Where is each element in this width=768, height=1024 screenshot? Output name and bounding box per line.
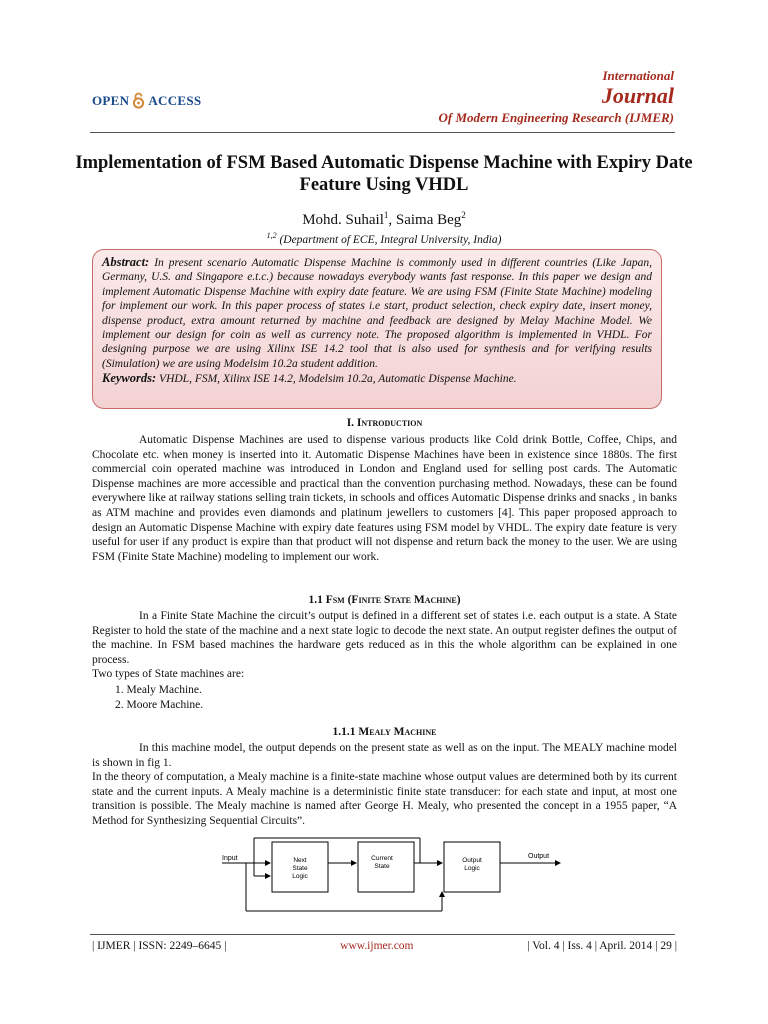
header-rule [90, 132, 675, 133]
keywords-text: VHDL, FSM, Xilinx ISE 14.2, Modelsim 10.2a, Automatic Dispense Machine. [156, 373, 517, 386]
list-item: 1. Mealy Machine. [115, 684, 202, 696]
box1-line-1: Next [293, 857, 307, 864]
fsm-paragraph [92, 609, 677, 682]
fsm-types-intro: Two types of State machines are: [92, 668, 245, 681]
author-2-sup: 2 [461, 210, 466, 220]
fsm-text: In a Finite State Machine the circuit’s output is defined in a different set of states i.e. each output is a state. A State Register to hold the state of the machine and a next state logic to decode the next state. An output register defines the output of the machine. In FSM based machines the hardware gets reduced as in this the whole algorithm can be explained in one process. [92, 610, 677, 666]
open-access-logo [92, 92, 201, 109]
keywords-label: Keywords: [102, 371, 157, 386]
paper-title: Implementation of FSM Based Automatic Dispense Machine with Expiry Date Feature Using VHDL [75, 153, 693, 195]
journal-line-2: Journal [601, 83, 674, 108]
diagram-output-label: Output [528, 853, 550, 860]
mealy-paragraph [92, 741, 677, 829]
intro-paragraph [92, 433, 677, 564]
intro-text: Automatic Dispense Machines are used to dispense various products like Cold drink Bottle, Coffee, Chips, and Chocolate etc. when money is inserted into it. Automatic Dispense Machines have been in existence since 1880s. The first commercial coin operated machine was introduced in London and England used for selling post cards. The Automatic Dispense machines are more accessible and practical than the convention purchasing method. Nowadays, these can be found everywhere like at railway stations selling train tickets, in schools and offices Automatic Dispense drinks and snacks , in banks as ATM machine and provides even diamonds and platinum jewellers to customers [4]. This paper proposed approach to design an Automatic Dispense Machine with expiry date features using FSM model by VHDL. The expiry date feature is very useful for user if any product is expire than that product will not dispense and return back the money to the user. We are using FSM (Finite State Machine) modeling to implement our work. [92, 434, 677, 563]
journal-name [439, 68, 674, 126]
diagram-input-label: Input [222, 855, 238, 862]
abstract-label: Abstract: [102, 255, 150, 269]
journal-line-3: Of Modern Engineering Research (IJMER) [438, 110, 674, 125]
footer-rule [90, 934, 675, 935]
authors [60, 210, 708, 229]
mealy-text-1: In this machine model, the output depends on the present state as well as on the input. The MEALY machine model is shown in fig 1. [92, 742, 677, 769]
mealy-machine-diagram [210, 836, 570, 924]
logo-access-text: ACCESS [148, 92, 202, 108]
author-1: Mohd. Suhail [302, 212, 384, 228]
box1-line-3: Logic [292, 873, 308, 880]
footer-website-link[interactable]: www.ijmer.com [340, 940, 414, 952]
list-item: 2. Moore Machine. [115, 698, 204, 711]
author-1-sup: 1 [383, 210, 389, 220]
author-separator: , [388, 212, 396, 228]
box1-line-2: State [292, 865, 308, 872]
affiliation [60, 231, 708, 246]
author-2: Saima Beg [395, 212, 462, 228]
box3-line-1: Output [462, 857, 482, 864]
fsm-types-list [115, 683, 203, 712]
logo-open-text: OPEN [92, 92, 130, 108]
mealy-heading: 1.1.1 Mealy Machine [332, 726, 437, 738]
affiliation-text: (Department of ECE, Integral University, India) [276, 233, 502, 246]
journal-line-1: International [602, 68, 674, 83]
box2-line-1: Current [371, 855, 393, 862]
affiliation-sup: 1,2 [266, 231, 277, 240]
footer-left: | IJMER | ISSN: 2249–6645 | [92, 940, 227, 952]
open-access-lock-icon [132, 92, 145, 109]
intro-heading: I. Introduction [346, 417, 423, 429]
keywords [102, 371, 652, 386]
abstract-box [92, 249, 662, 409]
box3-line-2: Logic [464, 865, 480, 872]
footer-right: | Vol. 4 | Iss. 4 | April. 2014 | 29 | [527, 940, 677, 952]
abstract-text: In present scenario Automatic Dispense Machine is commonly used in different countries (Like Japan, Germany, U.S. and Singapore e.t.c.) because nowadays everybody wants fast response. In this paper we design and implement Automatic Dispense Machine with expiry date feature. We are using FSM (Finite State Machine) modeling for implement our work. In this paper process of states i.e start, product selection, check expiry date, insert money, dispense product, extra amount returned by machine and feedback are designed by Melay Machine Model. We implement our design for coin as well as currency note. The proposed algorithm is implemented in VHDL. For designing purpose we are using Xilinx ISE 14.2 tool that is also used for synthesis and for verifying results (Simulation) we are using Modelsim 10.2a student addition. [102, 257, 652, 370]
fsm-heading: 1.1 Fsm (Finite State Machine) [308, 594, 461, 606]
box2-line-2: State [374, 863, 390, 870]
mealy-text-2: In the theory of computation, a Mealy machine is a finite-state machine whose output values are determined both by its current state and the current inputs. A Mealy machine is a deterministic finite state transducer: for each state and input, at most one transition is possible. The Mealy machine is named after George H. Mealy, who presented the concept in a 1955 paper, “A Method for Synthesizing Sequential Circuits”. [92, 771, 677, 827]
footer [92, 940, 677, 952]
